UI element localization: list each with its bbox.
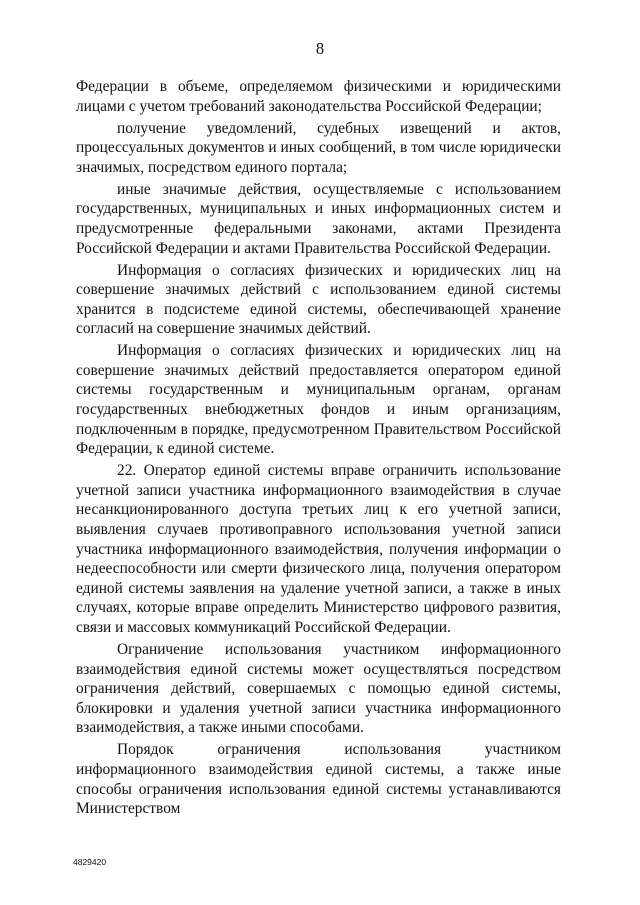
- paragraph-restriction-procedure: Порядок ограничения использования участником информационного взаимодействия единой системы, а также иные способы ограничения использования единой системы устанавливаются Министерством: [76, 741, 561, 818]
- document-code: 4829420: [73, 857, 107, 867]
- paragraph-consent-provision: Информация о согласиях физических и юридических лиц на совершение значимых действий предоставляется оператором единой системы государственным и муниципальным органам, органам государственных внебюджетных фондов и иным организациям, подключенным в порядке, предусмотренном Правительством Российской Федерации, к единой системе.: [76, 342, 561, 458]
- paragraph-continuation: Федерации в объеме, определяемом физическими и юридическими лицами с учетом требований законодательства Российской Федерации;: [76, 78, 561, 115]
- paragraph-clause-22: 22. Оператор единой системы вправе ограничить использование учетной записи участника информационного взаимодействия в случае несанкционированного доступа третьих лиц к его учетной записи, выявления случаев противоправного использования учетной записи участника информационного взаимодействия, получения информации о недееспособности или смерти физического лица, получения оператором единой системы заявления на удаление учетной записи, а также в иных случаях, которые вправе определить Министерство цифрового развития, связи и массовых коммуникаций Российской Федерации.: [76, 462, 561, 636]
- paragraph-other-actions: иные значимые действия, осуществляемые с использованием государственных, муниципальных и иных информационных систем и предусмотренные федеральными законами, актами Президента Российской Федерации и актами Правительства Российской Федерации.: [76, 180, 561, 257]
- paragraph-notifications: получение уведомлений, судебных извещений и актов, процессуальных документов и иных сообщений, в том числе юридически значимых, посредством единого портала;: [76, 119, 561, 176]
- document-body: [76, 77, 561, 821]
- page-number: 8: [315, 39, 325, 58]
- paragraph-consent-storage: Информация о согласиях физических и юридических лиц на совершение значимых действий с использованием единой системы хранится в подсистеме единой системы, обеспечивающей хранение согласий на совершение значимых действий.: [76, 261, 561, 338]
- paragraph-restriction-methods: Ограничение использования участником информационного взаимодействия единой системы может осуществляться посредством ограничения действий, совершаемых с помощью единой системы, блокировки и удаления учетной записи участника информационного взаимодействия, а также иными способами.: [76, 640, 561, 737]
